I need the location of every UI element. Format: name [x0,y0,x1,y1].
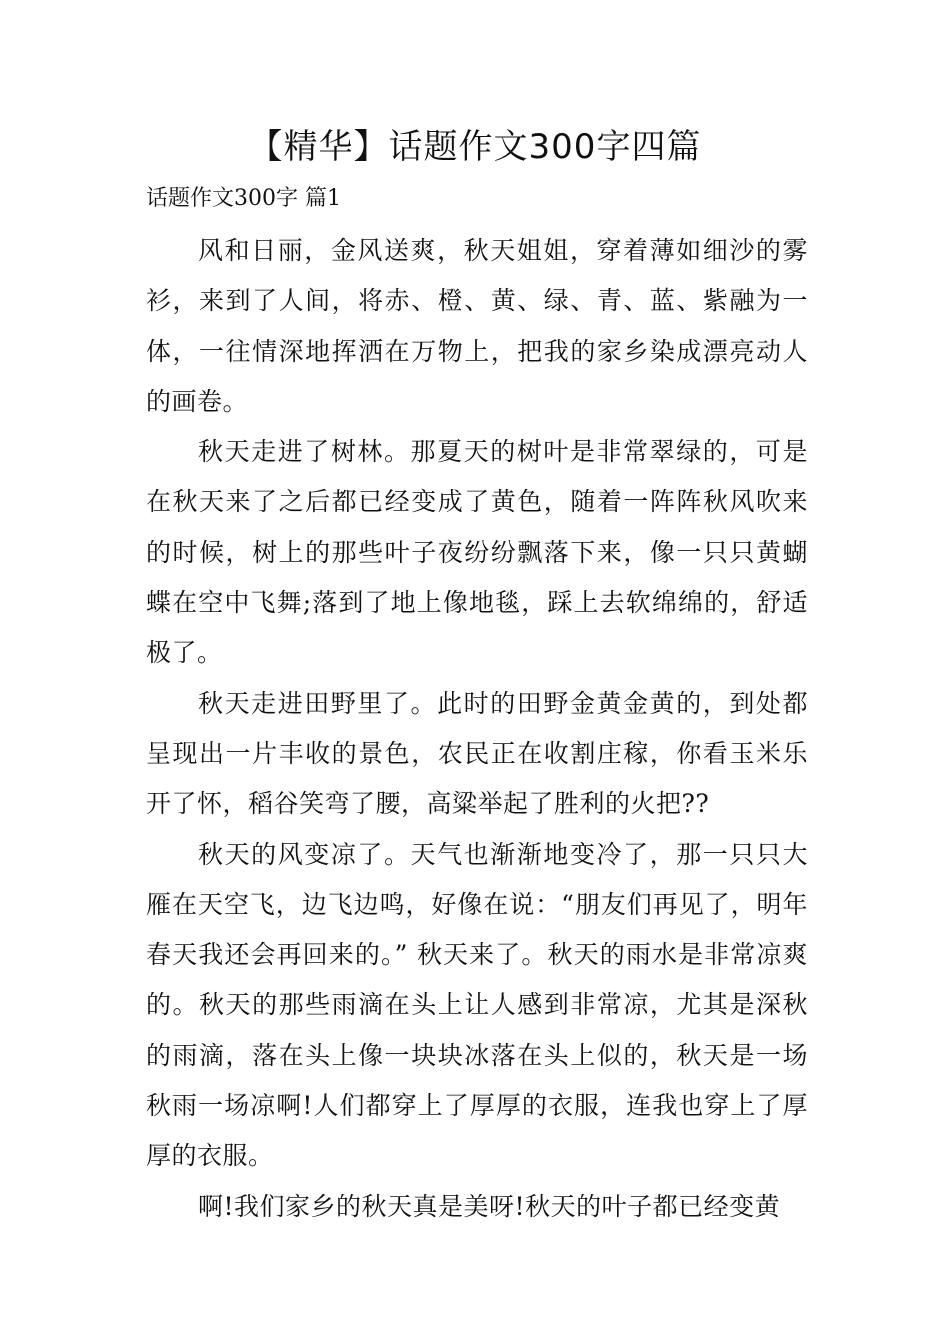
document-title: 【精华】话题作文300字四篇 [248,127,702,167]
paragraph-4: 秋天的风变凉了。天气也渐渐地变冷了，那一只只大雁在天空飞，边飞边鸣，好像在说：“朋友们再见了，明年春天我还会再回来的。” 秋天来了。秋天的雨水是非常凉爽的。秋天的那些雨滴在头上让人感到非常凉，尤其是深秋的雨滴，落在头上像一块块冰落在头上似的，秋天是一场秋雨一场凉啊!人们都穿上了厚厚的衣服，连我也穿上了厚厚的衣服。 [146,839,808,1171]
paragraph-2: 秋天走进了树林。那夏天的树叶是非常翠绿的，可是在秋天来了之后都已经变成了黄色，随着一阵阵秋风吹来的时候，树上的那些叶子夜纷纷飘落下来，像一只只黄蝴蝶在空中飞舞;落到了地上像地毯，踩上去软绵绵的，舒适极了。 [146,437,808,668]
paragraph-3: 秋天走进田野里了。此时的田野金黄金黄的，到处都呈现出一片丰收的景色，农民正在收割庄稼，你看玉米乐开了怀，稻谷笑弯了腰，高粱举起了胜利的火把?? [146,688,808,819]
document-body [146,226,808,1232]
paragraph-1: 风和日丽，金风送爽，秋天姐姐，穿着薄如细沙的雾衫，来到了人间，将赤、橙、黄、绿、青、蓝、紫融为一体，一往情深地挥洒在万物上，把我的家乡染成漂亮动人的画卷。 [146,236,808,416]
paragraph-5: 啊!我们家乡的秋天真是美呀!秋天的叶子都已经变黄 [198,1191,781,1221]
section-heading: 话题作文300字 篇1 [146,186,341,211]
